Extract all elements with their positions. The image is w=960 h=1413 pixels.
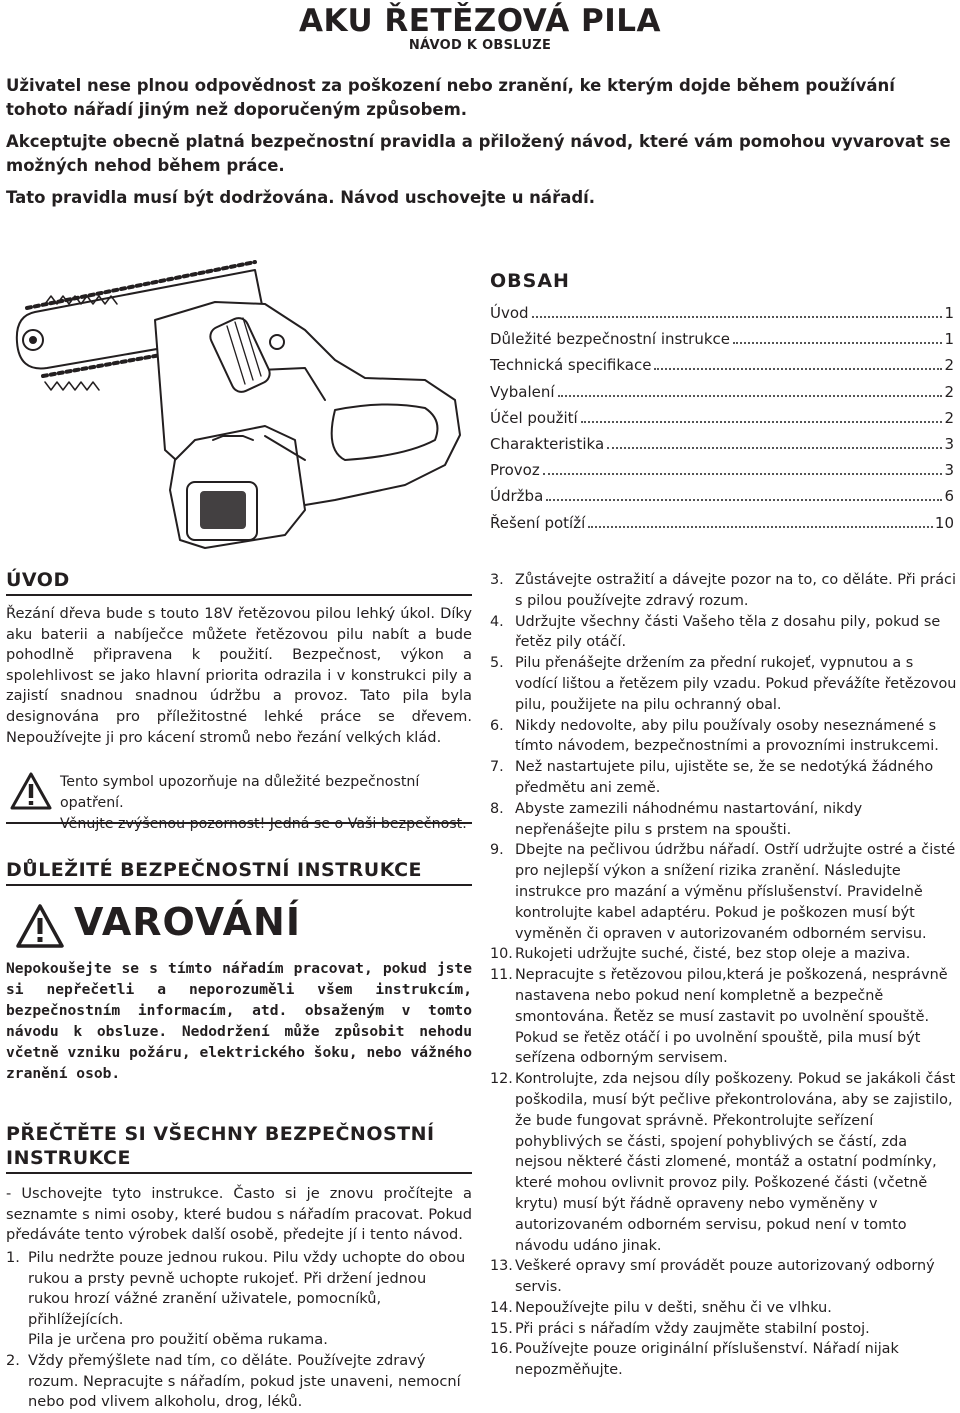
item-number: 4. bbox=[490, 613, 504, 630]
list-item bbox=[490, 840, 958, 944]
item-number: 15. bbox=[490, 1320, 513, 1337]
toc-item-page: 3 bbox=[944, 461, 954, 480]
toc-item-label: Důležité bezpečnostní instrukce bbox=[490, 330, 731, 349]
toc-item bbox=[490, 457, 954, 483]
item-number: 7. bbox=[490, 759, 504, 776]
warning-header bbox=[6, 894, 472, 958]
list-item bbox=[490, 1339, 958, 1381]
toc-item bbox=[490, 431, 954, 457]
item-number: 16. bbox=[490, 1341, 513, 1358]
toc-list bbox=[490, 300, 954, 536]
safety-notice bbox=[6, 766, 472, 833]
toc-item-page: 10 bbox=[934, 513, 954, 532]
left-column bbox=[6, 568, 472, 1413]
toc-item-page: 1 bbox=[944, 330, 954, 349]
item-text: Pilu přenášejte držením za přední rukojeť, vypnutou a s vodící lištou a řetězem pily vzadu. Pokud převážíte řetězovou pilu, použijete na pilu ochranný obal. bbox=[515, 655, 957, 713]
toc-item bbox=[490, 300, 954, 326]
toc-leader bbox=[558, 395, 943, 397]
toc-leader bbox=[733, 342, 942, 344]
toc-leader bbox=[546, 499, 942, 501]
item-number: 5. bbox=[490, 655, 504, 672]
toc-leader bbox=[581, 421, 943, 423]
list-item bbox=[490, 944, 958, 965]
toc-item-page: 6 bbox=[944, 487, 954, 506]
toc-item bbox=[490, 352, 954, 378]
item-number: 10. bbox=[490, 946, 513, 963]
toc-leader bbox=[654, 368, 942, 370]
toc-item bbox=[490, 379, 954, 405]
toc-leader bbox=[543, 473, 943, 475]
toc-item-label: Účel použití bbox=[490, 408, 578, 427]
toc-item bbox=[490, 326, 954, 352]
warning-triangle-icon bbox=[10, 772, 52, 810]
item-text: Abyste zamezili náhodnému nastartování, nikdy nepřenášejte pilu s prstem na spoušti. bbox=[515, 800, 863, 838]
item-text: Kontrolujte, zda nejsou díly poškozeny. Pokud se jakákoli část poškodila, musí být pečlive překontrolována, aby se zajistilo, že bude fungovat správně. Překontrolujte seřízení pohyblivých se části, spojení pohyblivých se částí, zda nejsou některé části zlomené, montáž a ostatní podmínky, které mohou ovlivnit provoz pily. Poškozené části (včetně krytu) musí být řádně opraveny nebo vyměněny v autorizovaném odborném servisu, pokud není v tomto návodu udáno jinak. bbox=[515, 1071, 956, 1254]
right-column bbox=[490, 570, 958, 1381]
item-text: Při práci s nářadím vždy zaujměte stabilní postoj. bbox=[515, 1320, 870, 1337]
toc-item-label: Řešení potíží bbox=[490, 513, 586, 532]
list-item bbox=[490, 653, 958, 715]
item-number: 6. bbox=[490, 717, 504, 734]
list-item bbox=[490, 716, 958, 758]
item-text: Zůstávejte ostražití a dávejte pozor na to, co děláte. Při práci s pilou používejte zdravý rozum. bbox=[515, 572, 956, 609]
list-item bbox=[490, 1069, 958, 1256]
keep-instructions-text: - Uschovejte tyto instrukce. Často si je znovu pročítejte a seznamte s nimi osoby, které budou s nářadím pracovat. Pokud předáváte tento výrobek další osobě, předejte jí i tento návod. bbox=[6, 1185, 472, 1244]
item-text: Než nastartujete pilu, ujistěte se, že se nedotýká žádného předmětu ani země. bbox=[515, 759, 934, 796]
toc-item bbox=[490, 483, 954, 509]
toc-item-page: 3 bbox=[944, 434, 954, 453]
toc-item-label: Vybalení bbox=[490, 382, 555, 401]
disclaimer-paragraph: Akceptujte obecně platná bezpečnostní pravidla a přiložený návod, které vám pomohou vyvarovat se možných nehod během práce. bbox=[6, 132, 951, 175]
instruction-list bbox=[6, 1248, 472, 1413]
instruction-list bbox=[490, 570, 958, 1381]
intro-heading: ÚVOD bbox=[6, 568, 472, 596]
table-of-contents bbox=[490, 270, 954, 536]
item-text: Dbejte na pečlivou údržbu nářadí. Ostří udržujte ostré a čisté pro nejlepší výkon a snížení rizika zranění. Následujte instrukce pro mazání a výměnu příslušenství. Pravidelně kontrolujte kabel adaptéru. Pokud je poškozen musí být vyměněn či opraven v autorizovaném odborném servisu. bbox=[515, 842, 956, 942]
toc-leader bbox=[607, 447, 942, 449]
item-number: 14. bbox=[490, 1299, 513, 1316]
toc-item bbox=[490, 405, 954, 431]
item-number: 3. bbox=[490, 572, 504, 588]
list-item bbox=[6, 1248, 472, 1351]
document-subtitle: NÁVOD K OBSLUZE bbox=[408, 38, 552, 53]
list-item bbox=[490, 799, 958, 841]
toc-item-page: 1 bbox=[944, 304, 954, 322]
item-text: Vždy přemýšlete nad tím, co děláte. Používejte zdravý rozum. Nepracujte s nářadím, pokud jste unaveni, nemocní nebo pod vlivem alkoholu, drog, léků. bbox=[28, 1351, 461, 1411]
toc-item bbox=[490, 510, 954, 536]
list-item bbox=[490, 965, 958, 1069]
list-item bbox=[490, 757, 958, 799]
read-all-heading: INSTRUKCE bbox=[6, 1146, 472, 1174]
disclaimer-paragraph: Tato pravidla musí být dodržována. Návod uschovejte u nářadí. bbox=[6, 188, 596, 207]
item-number: 12. bbox=[490, 1071, 513, 1088]
item-number: 13. bbox=[490, 1258, 513, 1275]
toc-title: OBSAH bbox=[490, 270, 570, 292]
list-item bbox=[6, 1351, 472, 1413]
item-number: 1. bbox=[6, 1248, 20, 1266]
intro-text: Řezání dřeva bude s touto 18V řetězovou pilou lehký úkol. Díky aku baterii a nabíječce můžete řetězovou pilu nabít a bude pohodlně připravena k použití. Bezpečnost, výkon a spolehlivost se jako hlavní priorita odrazila i v konstrukci pily a zajistí snadnou snadnou údržbu a provoz. Tato pila byla designována pro příležitostné lehké práce se dřevem. Nepoužívejte ji pro kácení stromů nebo řezání velkých klád. bbox=[6, 605, 472, 746]
list-item bbox=[490, 570, 958, 612]
toc-item-page: 2 bbox=[944, 382, 954, 401]
list-item bbox=[490, 1256, 958, 1298]
toc-item-label: Údržba bbox=[490, 487, 544, 506]
item-number: 11. bbox=[490, 967, 513, 984]
disclaimer-paragraph: Uživatel nese plnou odpovědnost za poškození nebo zranění, ke kterým dojde během používání tohoto nářadí jiným než doporučeným způsobem. bbox=[6, 76, 895, 119]
item-number: 8. bbox=[490, 800, 504, 817]
item-number: 2. bbox=[6, 1351, 20, 1369]
item-text: Udržujte všechny části Vašeho těla z dosahu pily, pokud se řetěz pily otáčí. bbox=[515, 613, 941, 651]
warning-text: Nepokoušejte se s tímto nářadím pracovat, pokud jste si nepřečetli a neporozuměli všem instrukcím, bezpečnostním informacím, atd. obsaženým v tomto návodu k obsluze. Nedodržení může způsobit nehodu včetně vzniku požáru, elektrického šoku, nebo vážného zranění osob. bbox=[6, 960, 472, 1083]
toc-leader bbox=[532, 316, 943, 318]
item-text: Nikdy nedovolte, aby pilu používaly osoby neseznámené s tímto návodem, bezpečnostními a provozními instrukcemi. bbox=[515, 717, 939, 755]
toc-item-page: 2 bbox=[944, 408, 954, 427]
item-text: Rukojeti udržujte suché, čisté, bez stop oleje a maziva. bbox=[515, 946, 911, 963]
item-text: Veškeré opravy smí provádět pouze autorizovaný odborný servis. bbox=[515, 1258, 935, 1296]
toc-item-label: Provoz bbox=[490, 461, 540, 480]
toc-leader bbox=[588, 526, 933, 528]
toc-item-label: Technická specifikace bbox=[490, 356, 652, 375]
notice-line: Věnujte zvýšenou pozornost! Jedná se o Vaši bezpečnost. bbox=[60, 816, 467, 833]
toc-item-label: Úvod bbox=[490, 304, 529, 322]
disclaimer bbox=[6, 74, 956, 218]
item-text: Používejte pouze originální příslušenství. Nářadí nijak nepozměňujte. bbox=[515, 1341, 899, 1379]
warning-title: VAROVÁNÍ bbox=[74, 900, 301, 945]
document-title: AKU ŘETĚZOVÁ PILA bbox=[299, 3, 661, 39]
toc-item-label: Charakteristika bbox=[490, 434, 605, 453]
chainsaw-illustration bbox=[5, 260, 475, 550]
read-all-heading: PŘEČTĚTE SI VŠECHNY BEZPEČNOSTNÍ bbox=[6, 1123, 435, 1146]
warning-triangle-icon bbox=[16, 904, 64, 948]
item-text: Pila je určena pro použití oběma rukama. bbox=[28, 1331, 328, 1349]
item-text: Nepoužívejte pilu v dešti, sněhu či ve vlhku. bbox=[515, 1299, 832, 1316]
notice-line: Tento symbol upozorňuje na důležité bezpečnostní opatření. bbox=[60, 774, 420, 812]
item-number: 9. bbox=[490, 842, 504, 859]
list-item bbox=[490, 1298, 958, 1319]
toc-item-page: 2 bbox=[944, 356, 954, 375]
list-item bbox=[490, 1319, 958, 1340]
safety-heading: DŮLEŽITÉ BEZPEČNOSTNÍ INSTRUKCE bbox=[6, 858, 472, 886]
item-text: Nepracujte s řetězovou pilou,která je poškozená, nesprávně nastavena nebo pokud není kompletně a bezpečně smontována. Řetěz se musí zastavit po uvolnění spouště. Pokud se řetěz otáčí i po uvolnění spouště, pila musí být seřízena odborným servisem. bbox=[515, 967, 948, 1067]
item-text: Pilu nedržte pouze jednou rukou. Pilu vždy uchopte do obou rukou a prsty pevně uchopte rukojeť. Při držení jednou rukou hrozí vážné zranění uživatele, pomocníků, přihlížejících. bbox=[28, 1248, 466, 1328]
list-item bbox=[490, 612, 958, 654]
